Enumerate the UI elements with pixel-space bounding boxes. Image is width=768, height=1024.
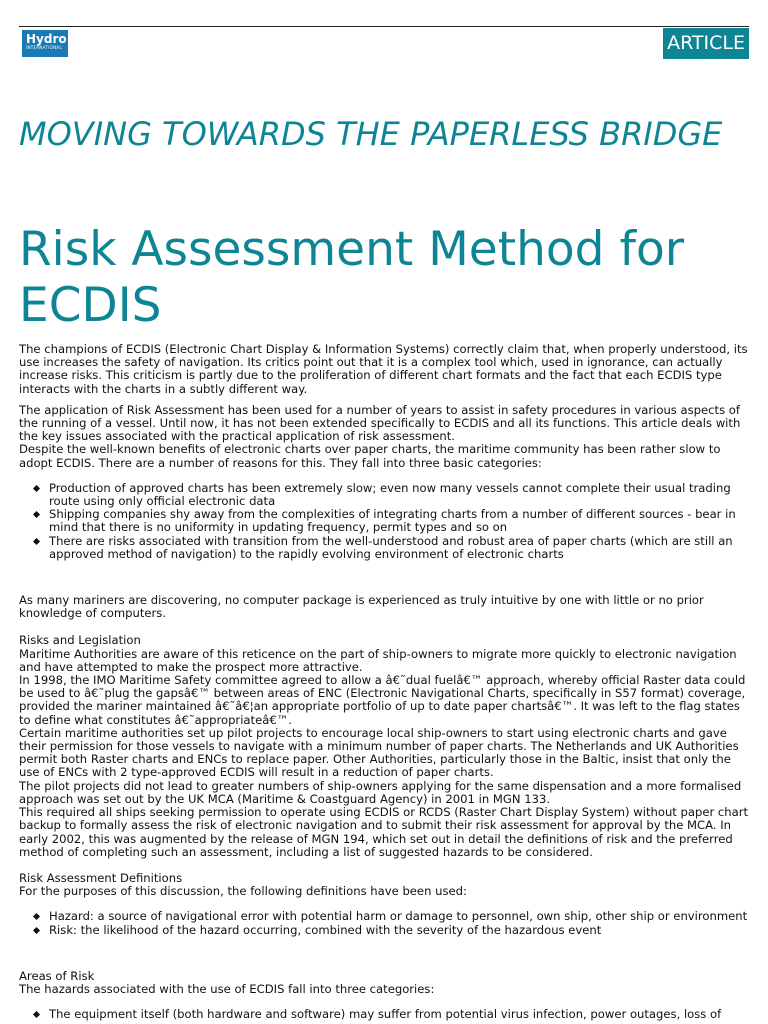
list-item: There are risks associated with transition from the well-understood and robust area of paper charts (which are still an approved method of navigation) to the rapidly evolving environment of electronic charts	[49, 535, 749, 561]
areas-intro: The hazards associated with the use of ECDIS fall into three categories:	[19, 981, 435, 996]
risks-section	[19, 634, 749, 858]
areas-section	[19, 970, 749, 996]
reasons-list	[19, 482, 749, 561]
logo-subtext: INTERNATIONAL	[26, 45, 62, 50]
risks-heading: Risks and Legislation	[19, 633, 141, 648]
intro-paragraph-2	[19, 404, 749, 470]
list-item: Risk: the likelihood of the hazard occurring, combined with the severity of the hazardous event	[49, 924, 749, 937]
article-tag: ARTICLE	[663, 28, 749, 59]
list-item: The equipment itself (both hardware and software) may suffer from potential virus infection, power outages, loss of	[49, 1008, 749, 1021]
list-item: Shipping companies shy away from the complexities of integrating charts from a number of different sources - bear in mind that there is no uniformity in updating frequency, permit types and so on	[49, 508, 749, 534]
mariners-paragraph: As many mariners are discovering, no computer package is experienced as truly intuitive by one with little or no prior knowledge of computers.	[19, 593, 704, 621]
intro-paragraph-1: The champions of ECDIS (Electronic Chart Display & Information Systems) correctly claim that, when properly understood, its use increases the safety of navigation. Its critics point out that it is a complex tool which, used in ignorance, can actually increase risks. This criticism is partly due to the proliferation of different chart formats and the fact that each ECDIS type interacts with the charts in a subtly different way.	[19, 342, 748, 396]
definitions-section	[19, 872, 749, 898]
risks-text-1: Maritime Authorities are aware of this reticence on the part of ship-owners to migrate more quickly to electronic navigation and have attempted to make the prospect more attractive.	[19, 646, 737, 674]
hydro-logo[interactable]	[22, 30, 68, 57]
list-item: Production of approved charts has been extremely slow; even now many vessels cannot complete their usual trading route using only official electronic data	[49, 482, 749, 508]
risks-text-2: In 1998, the IMO Maritime Safety committee agreed to allow a â€˜dual fuelâ€™ approach, whereby official Raster data could be used to â€˜plug the gapsâ€™ between areas of ENC (Electronic Navigational Charts, specifically in S57 format) coverage, provided the mariner maintained â€˜â€¦an appropriate portfolio of up to date paper chartsâ€™. It was left to the flag states to define what constitutes â€˜appropriateâ€™.	[19, 673, 746, 727]
risks-text-3: Certain maritime authorities set up pilot projects to encourage local ship-owners to start using electronic charts and gave their permission for those vessels to navigate with a minimum number of paper charts. The Netherlands and UK Authorities permit both Raster charts and ENCs to replace paper. Other Authorities, particularly those in the Baltic, insist that only the use of ENCs with 2 type-approved ECDIS will result in a reduction of paper charts.	[19, 725, 739, 780]
article-body	[19, 343, 749, 1021]
risks-text-5: This required all ships seeking permission to operate using ECDIS or RCDS (Raster Chart Display System) without paper chart backup to formally assess the risk of electronic navigation and to submit their risk assessment for approval by the MCA. In early 2002, this was augmented by the release of MGN 194, which set out in detail the definitions of risk and the preferred method of completing such an assessment, including a list of suggested hazards to be considered.	[19, 805, 749, 859]
intro-text-2: The application of Risk Assessment has been used for a number of years to assist in safety procedures in various aspects of the running of a vessel. Until now, it has not been extended specifically to ECDIS and all its functions. This article deals with the key issues associated with the practical application of risk assessment.	[19, 402, 741, 444]
definitions-list	[19, 910, 749, 936]
areas-list	[19, 1008, 749, 1021]
risks-text-4: The pilot projects did not lead to greater numbers of ship-owners applying for the same dispensation and a more formalised approach was set out by the UK MCA (Maritime & Coastguard Agency) in 2001 in MGN 133.	[19, 778, 742, 806]
article-subtitle: MOVING TOWARDS THE PAPERLESS BRIDGE	[19, 115, 723, 153]
definitions-intro: For the purposes of this discussion, the following definitions have been used:	[19, 884, 467, 899]
page-header	[19, 26, 749, 60]
areas-heading: Areas of Risk	[19, 968, 95, 983]
logo-text: Hydro	[26, 32, 67, 46]
article-title: Risk Assessment Method for ECDIS	[19, 222, 685, 333]
definitions-heading: Risk Assessment Definitions	[19, 870, 183, 885]
list-item: Hazard: a source of navigational error with potential harm or damage to personnel, own ship, other ship or environment	[49, 909, 748, 924]
intro-text-3: Despite the well-known benefits of electronic charts over paper charts, the maritime community has been rather slow to adopt ECDIS. There are a number of reasons for this. They fall into three basic categories:	[19, 442, 721, 470]
